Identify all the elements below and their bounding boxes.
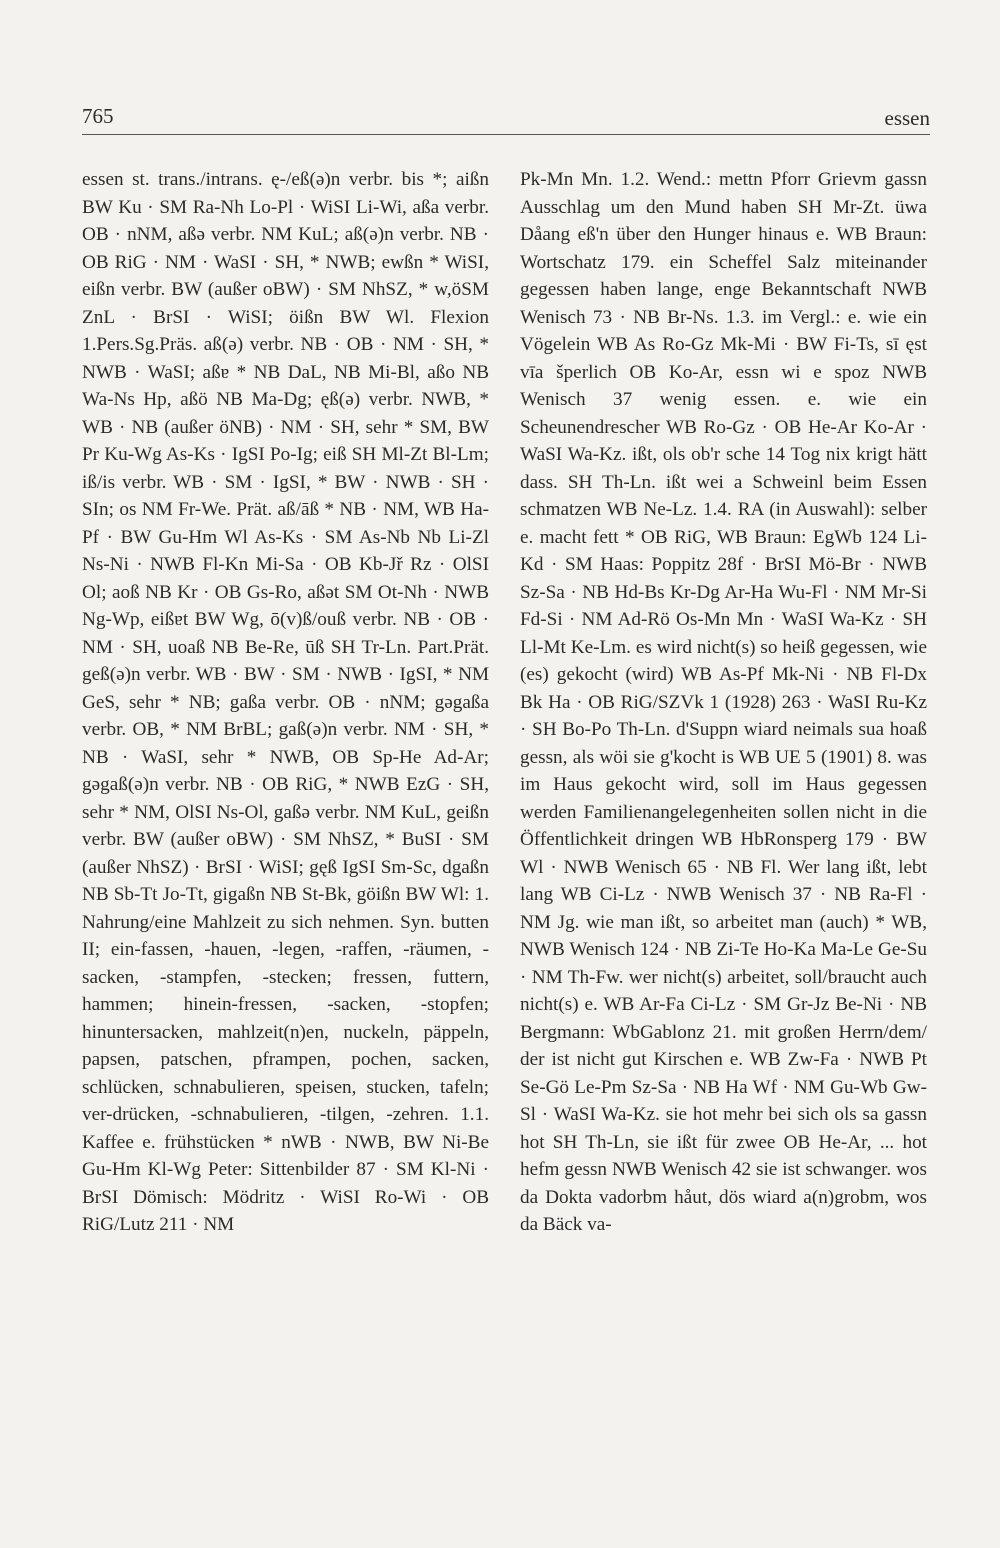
right-column [520,166,927,1511]
left-column [82,166,489,1511]
page-number: 765 [82,104,114,128]
running-header [82,100,930,135]
left-column-text: essen st. trans./intrans. ę-/eß(ə)n verbr. bis *; aißn BW Ku · SM Ra-Nh Lo-Pl · WiSI Li-Wi, aßa verbr. OB · nNM, aßə verbr. NM KuL; aß(ə)n verbr. NB · OB RiG · NM · WaSI · SH, * NWB; ewßn * WiSI, eißn verbr. BW (außer oBW) · SM NhSZ, * w,öSM ZnL · BrSI · WiSI; öißn BW Wl. Flexion 1.Pers.Sg.Präs. aß(ə) verbr. NB · OB · NM · SH, * NWB · WaSI; aßɐ * NB DaL, NB Mi-Bl, aßo NB Wa-Ns Hp, aßö NB Ma-Dg; ęß(ə) verbr. NWB, * WB · NB (außer öNB) · NM · SH, sehr * SM, BW Pr Ku-Wg As-Ks · IgSI Po-Ig; eiß SH Ml-Zt Bl-Lm; iß/is verbr. WB · SM · IgSI, * BW · NWB · SH · SIn; os NM Fr-We. Prät. aß/āß * NB · NM, WB Ha-Pf · BW Gu-Hm Wl As-Ks · SM As-Nb Nb Li-Zl Ns-Ni · NWB Fl-Kn Mi-Sa · OB Kb-Jř Rz · OlSI Ol; aoß NB Kr · OB Gs-Ro, aßət SM Ot-Nh · NWB Ng-Wp, eißɐt BW Wg, ō(v)ß/ouß verbr. NB · OB · NM · SH, uoaß NB Be-Re, ūß SH Tr-Ln. Part.Prät. geß(ə)n verbr. WB · BW · SM · NWB · IgSI, * NM GeS, sehr * NB; gaßa verbr. OB · nNM; gəgaßa verbr. OB, * NM BrBL; gaß(ə)n verbr. NM · SH, * NB · WaSI, sehr * NWB, OB Sp-He Ad-Ar; gəgaß(ə)n verbr. NB · OB RiG, * NWB EzG · SH, sehr * NM, OlSI Ns-Ol, gaßə verbr. NM KuL, geißn verbr. BW (außer oBW) · SM NhSZ, * BuSI · SM (außer NhSZ) · BrSI · WiSI; gęß IgSI Sm-Sc, dgaßn NB Sb-Tt Jo-Tt, gigaßn NB St-Bk, göißn BW Wl: 1. Nahrung/eine Mahlzeit zu sich nehmen. Syn. butten II; ein-fassen, -hauen, -legen, -raffen, -räumen, -sacken, -stampfen, -stecken; fressen, futtern, hammen; hinein-fressen, -sacken, -stopfen; hinuntersacken, mahlzeit(n)en, nuckeln, päppeln, papsen, patschen, pframpen, pochen, sacken, schlücken, schnabulieren, speisen, stucken, tafeln; ver-drücken, -schnabulieren, -tilgen, -zehren. 1.1. Kaffee e. frühstücken * nWB · NWB, BW Ni-Be Gu-Hm Kl-Wg Peter: Sittenbilder 87 · SM Kl-Ni · BrSI Dömisch: Mödritz · WiSI Ro-Wi · OB RiG/Lutz 211 · NM [82,169,489,1235]
right-column-text: Pk-Mn Mn. 1.2. Wend.: mettn Pforr Grievm gassn Ausschlag um den Mund haben SH Mr-Zt. üwa Dåang eß'n über den Hunger hinaus e. WB Braun: Wortschatz 179. ein Scheffel Salz miteinander gegessen haben lange, enge Bekanntschaft NWB Wenisch 73 · NB Br-Ns. 1.3. im Vergl.: e. wie ein Vögelein WB As Ro-Gz Mk-Mi · BW Fi-Ts, sī ęst vīa šperlich OB Ko-Ar, essn wi e spoz NWB Wenisch 37 wenig essen. e. wie ein Scheunendrescher WB Ro-Gz · OB He-Ar Ko-Ar · WaSI Wa-Kz. ißt, ols ob'r sche 14 Tog nix krigt hätt dass. SH Th-Ln. ißt wei a Schweinl beim Essen schmatzen WB Ne-Lz. 1.4. RA (in Auswahl): selber e. macht fett * OB RiG, WB Braun: EgWb 124 Li-Kd · SM Haas: Poppitz 28f · BrSI Mö-Br · NWB Sz-Sa · NB Hd-Bs Kr-Dg Ar-Ha Wu-Fl · NM Mr-Si Fd-Si · NM Ad-Rö Os-Mn Mn · WaSI Wa-Kz · SH Ll-Mt Ke-Lm. es wird nicht(s) so heiß gegessen, wie (es) gekocht (wird) WB As-Pf Mk-Ni · NB Fl-Dx Bk Ha · OB RiG/SZVk 1 (1928) 263 · WaSI Ru-Kz · SH Bo-Po Th-Ln. d'Suppn wiard neimals sua hoaß gessn, als wöi sie g'kocht is WB UE 5 (1901) 8. was im Haus gekocht wird, soll im Haus gegessen werden Familienangelegenheiten sollen nicht in die Öffentlichkeit dringen WB HbRonsperg 179 · BW Wl · NWB Wenisch 65 · NB Fl. Wer lang ißt, lebt lang WB Ci-Lz · NWB Wenisch 37 · NB Ra-Fl · NM Jg. wie man ißt, so arbeitet man (auch) * WB, NWB Wenisch 124 · NB Zi-Te Ho-Ka Ma-Le Ge-Su · NM Th-Fw. wer nicht(s) arbeitet, soll/braucht auch nicht(s) e. WB Ar-Fa Ci-Lz · SM Gr-Jz Be-Ni · NB Bergmann: WbGablonz 21. mit großen Herrn/dem/ der ist nicht gut Kirschen e. WB Zw-Fa · NWB Pt Se-Gö Le-Pm Sz-Sa · NB Ha Wf · NM Gu-Wb Gw-Sl · WaSI Wa-Kz. sie hot mehr bei sich ols sa gassn hot SH Th-Ln, sie ißt für zwee OB He-Ar, ... hot hefm gessn NWB Wenisch 42 sie ist schwanger. wos da Dokta vadorbm håut, dös wiard a(n)grobm, wos da Bäck va- [520,169,927,1235]
running-headword: essen [884,106,930,130]
